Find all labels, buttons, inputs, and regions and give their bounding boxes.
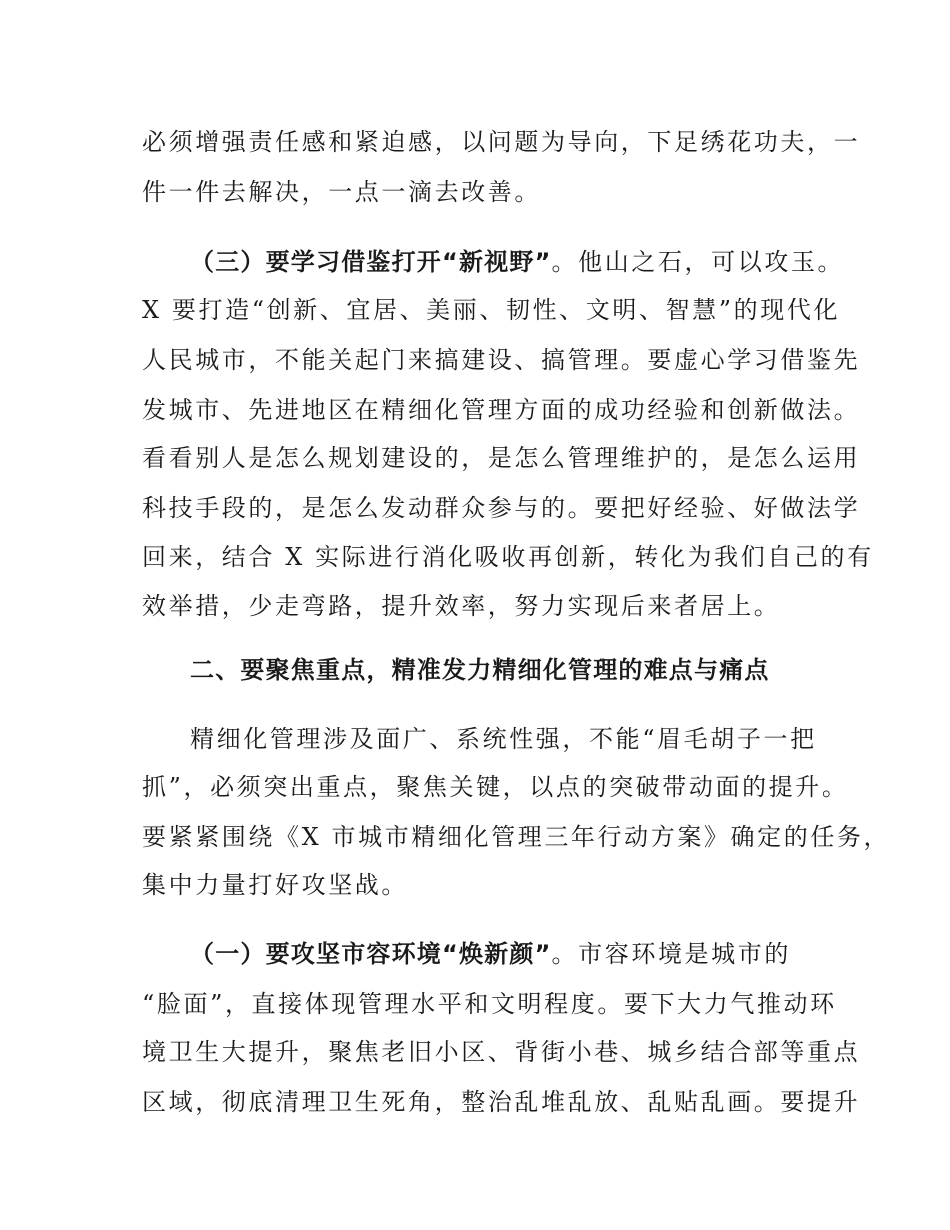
paragraph-4-lead-rest: 。市容环境是城市的 xyxy=(551,940,791,968)
paragraph-3-line-4: 集中力量打好攻坚战。 xyxy=(142,871,408,899)
paragraph-3-line-3: 要紧紧围绕《X 市城市精细化管理三年行动方案》确定的任务， xyxy=(142,823,891,851)
paragraph-4-line-3: 境卫生大提升，聚焦老旧小区、背街小巷、城乡结合部等重点 xyxy=(142,1038,861,1066)
paragraph-4-line-4: 区域，彻底清理卫生死角，整治乱堆乱放、乱贴乱画。要提升 xyxy=(142,1088,861,1116)
paragraph-2-line-3: 人民城市，不能关起门来搞建设、搞管理。要虚心学习借鉴先 xyxy=(142,346,861,374)
paragraph-3-line-1: 精细化管理涉及面广、系统性强，不能“眉毛胡子一把 xyxy=(190,725,817,753)
paragraph-2-line-6: 科技手段的，是怎么发动群众参与的。要把好经验、好做法学 xyxy=(142,494,861,522)
paragraph-2-line-5: 看看别人是怎么规划建设的，是怎么管理维护的，是怎么运用 xyxy=(142,444,861,472)
paragraph-2-line-2: X 要打造“创新、宜居、美丽、韧性、文明、智慧”的现代化 xyxy=(142,296,841,324)
paragraph-2-lead-rest: 。他山之石，可以攻玉。 xyxy=(551,248,845,276)
subheading-3-learn-from-others: （三）要学习借鉴打开“新视野” xyxy=(190,248,552,276)
paragraph-2-line-4: 发城市、先进地区在精细化管理方面的成功经验和创新做法。 xyxy=(142,396,861,424)
subheading-1-city-appearance: （一）要攻坚市容环境“焕新颜” xyxy=(190,940,552,968)
paragraph-2-line-8: 效举措，少走弯路，提升效率，努力实现后来者居上。 xyxy=(142,592,781,620)
paragraph-2-line-7: 回来，结合 X 实际进行消化吸收再创新，转化为我们自己的有 xyxy=(142,543,874,571)
paragraph-2-first-line xyxy=(190,246,844,278)
section-heading-2: 二、要聚焦重点，精准发力精细化管理的难点与痛点 xyxy=(190,656,770,684)
paragraph-1-line-2: 件一件去解决，一点一滴去改善。 xyxy=(142,178,541,206)
paragraph-4-line-2: “脸面”，直接体现管理水平和文明程度。要下大力气推动环 xyxy=(142,990,837,1018)
paragraph-1-line-1: 必须增强责任感和紧迫感，以问题为导向，下足绣花功夫，一 xyxy=(142,128,861,156)
paragraph-3-line-2: 抓”，必须突出重点，聚焦关键，以点的突破带动面的提升。 xyxy=(142,773,849,801)
paragraph-4-first-line xyxy=(190,938,791,970)
